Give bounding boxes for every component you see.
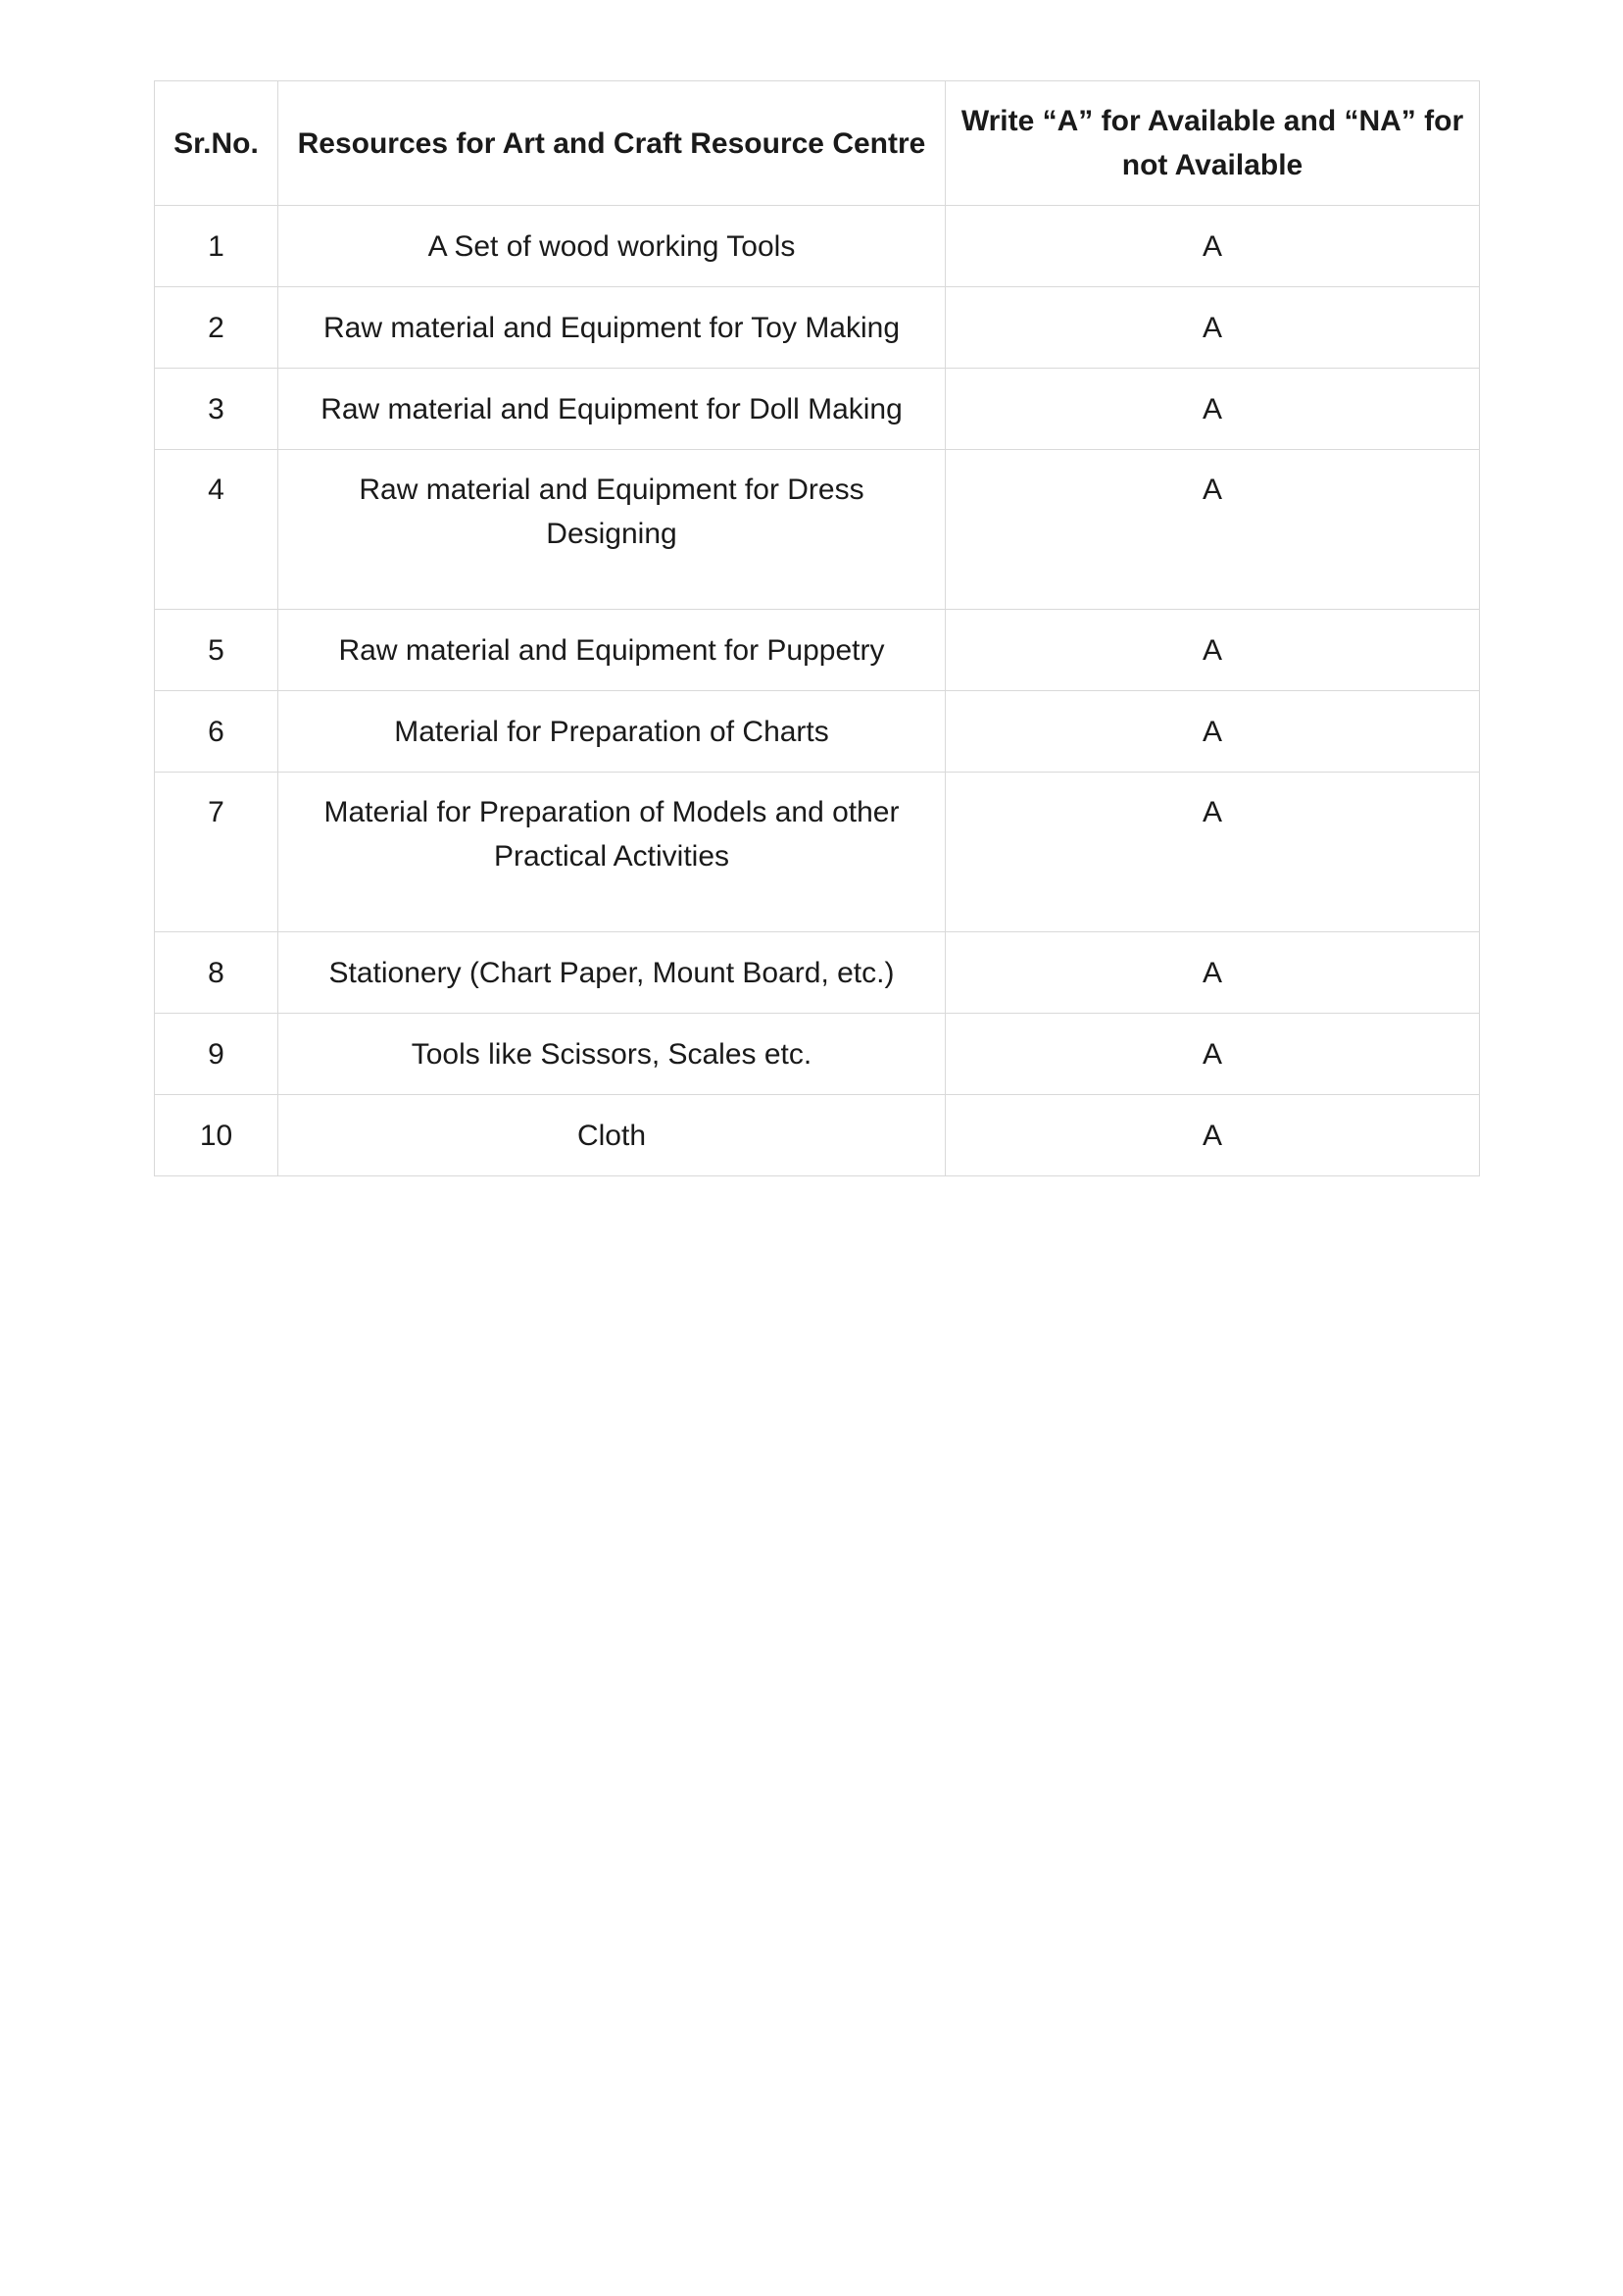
status-cell: A — [946, 450, 1480, 610]
table-row — [155, 610, 1480, 691]
sr-no-cell: 1 — [155, 206, 278, 287]
resource-cell: Cloth — [278, 1095, 946, 1176]
sr-no-cell: 5 — [155, 610, 278, 691]
table-row — [155, 450, 1480, 610]
status-cell: A — [946, 1095, 1480, 1176]
sr-no-cell: 7 — [155, 773, 278, 932]
table-row — [155, 206, 1480, 287]
status-cell: A — [946, 610, 1480, 691]
header-row — [155, 81, 1480, 206]
status-cell: A — [946, 932, 1480, 1014]
resource-cell: Material for Preparation of Models and other Practical Activities — [278, 773, 946, 932]
table-row — [155, 287, 1480, 369]
status-cell: A — [946, 369, 1480, 450]
status-cell: A — [946, 206, 1480, 287]
sr-no-cell: 3 — [155, 369, 278, 450]
resource-cell: A Set of wood working Tools — [278, 206, 946, 287]
table-row — [155, 691, 1480, 773]
table-row — [155, 773, 1480, 932]
resource-cell: Raw material and Equipment for Puppetry — [278, 610, 946, 691]
resource-cell: Raw material and Equipment for Dress Designing — [278, 450, 946, 610]
resource-cell: Tools like Scissors, Scales etc. — [278, 1014, 946, 1095]
table-header — [155, 81, 1480, 206]
sr-no-cell: 2 — [155, 287, 278, 369]
status-cell: A — [946, 287, 1480, 369]
sr-no-cell: 10 — [155, 1095, 278, 1176]
table-row — [155, 1095, 1480, 1176]
table-row — [155, 1014, 1480, 1095]
resource-cell: Material for Preparation of Charts — [278, 691, 946, 773]
table-body — [155, 206, 1480, 1176]
table-row — [155, 369, 1480, 450]
sr-no-cell: 9 — [155, 1014, 278, 1095]
header-resource: Resources for Art and Craft Resource Centre — [278, 81, 946, 206]
sr-no-cell: 6 — [155, 691, 278, 773]
header-sr-no: Sr.No. — [155, 81, 278, 206]
header-availability: Write “A” for Available and “NA” for not Available — [946, 81, 1480, 206]
resource-cell: Raw material and Equipment for Toy Making — [278, 287, 946, 369]
resource-cell: Raw material and Equipment for Doll Making — [278, 369, 946, 450]
resources-table — [154, 80, 1480, 1176]
sr-no-cell: 8 — [155, 932, 278, 1014]
status-cell: A — [946, 1014, 1480, 1095]
sr-no-cell: 4 — [155, 450, 278, 610]
table-row — [155, 932, 1480, 1014]
resource-cell: Stationery (Chart Paper, Mount Board, etc.) — [278, 932, 946, 1014]
status-cell: A — [946, 773, 1480, 932]
status-cell: A — [946, 691, 1480, 773]
